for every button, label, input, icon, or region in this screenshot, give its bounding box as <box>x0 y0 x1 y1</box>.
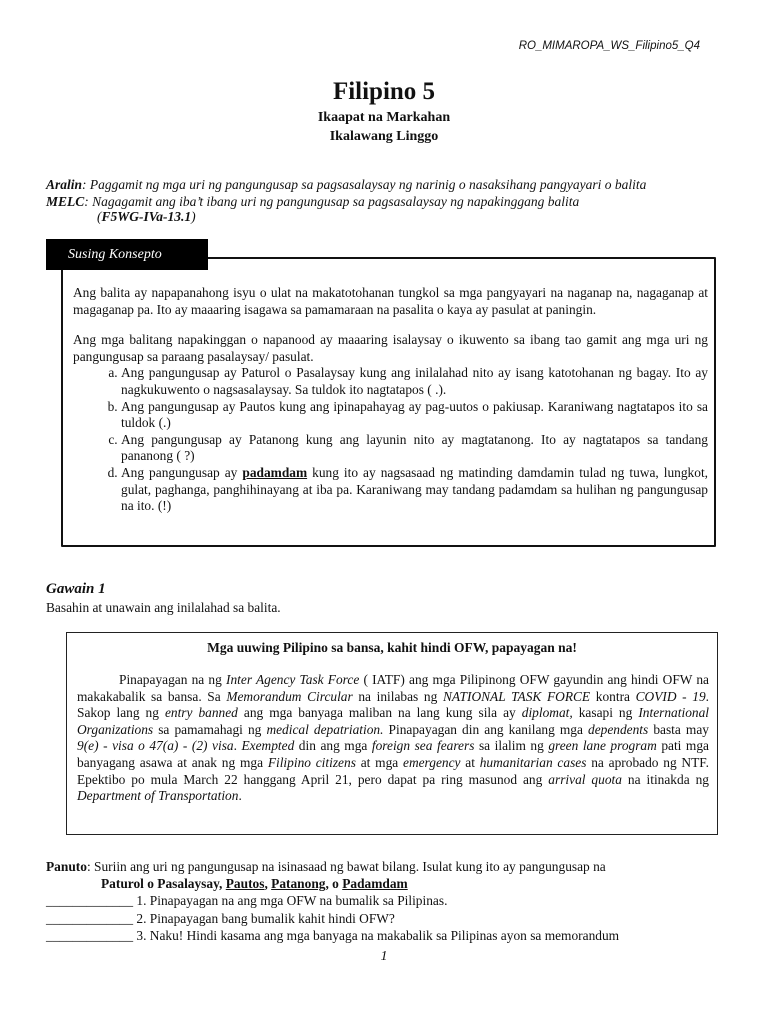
exercise-item[interactable]: _____________ 1. Pinapayagan na ang mga OFW na bumalik sa Pilipinas. <box>46 893 448 908</box>
exercise-item[interactable]: _____________ 3. Naku! Hindi kasama ang mga banyaga na makabalik sa Pilipinas ayon sa memorandum <box>46 928 620 944</box>
melc-code: (F5WG-IVa-13.1) <box>97 209 196 224</box>
concept-para-2: Ang mga balitang napakinggan o napanood ay maaaring isalaysay o ikuwento sa ibang tao gamit ang mga uri ng pangungusap sa paraang pasalaysay/ pasulat. <box>73 332 708 364</box>
panuto-text: : Suriin ang uri ng pangungusap na isinasaad ng bawat bilang. Isulat kung ito ay pangungusap na <box>86 859 606 874</box>
concept-text <box>73 285 708 515</box>
melc-text: : Nagagamit ang iba’t ibang uri ng pangungusap sa pagsasalaysay ng napakinggang balita <box>84 194 580 209</box>
exercise-item[interactable]: _____________ 2. Pinapayagan bang bumalik kahit hindi OFW? <box>46 910 395 926</box>
list-item: b. Ang pangungusap ay Pautos kung ang ipinapahayag ay pag-uutos o pakiusap. Karaniwang nagtatapos ito sa tuldok (.) <box>121 399 708 432</box>
week-subtitle: Ikalawang Linggo <box>329 129 439 144</box>
panuto-block <box>46 858 716 892</box>
gawain-instruction: Basahin at unawain ang inilalahad sa balita. <box>46 600 281 615</box>
aralin-text: : Paggamit ng mga uri ng pangungusap sa pagsasalaysay ng narinig o nasaksihang pangyayari o balita <box>82 177 647 192</box>
sentence-types-list <box>73 365 708 514</box>
quarter-subtitle: Ikaapat na Markahan <box>317 110 451 125</box>
aralin-label: Aralin <box>46 177 83 192</box>
exercise-items <box>46 892 619 945</box>
page-title: Filipino 5 <box>332 78 436 105</box>
document-code: RO_MIMAROPA_WS_Filipino5_Q4 <box>518 40 700 52</box>
list-item: a. Ang pangungusap ay Paturol o Pasalaysay kung ang inilalahad nito ay isang katotohanan ng bagay. Ito ay nagkukuwento o nagsasalaysay. Sa tuldok ito nagtatapos ( .). <box>121 365 708 398</box>
list-item: c. Ang pangungusap ay Patanong kung ang layunin nito ay magtatanong. Ito ay nagtatapos sa tandang pananong ( ?) <box>121 432 708 465</box>
panuto-label: Panuto <box>46 859 87 874</box>
news-headline: Mga uuwing Pilipino sa bansa, kahit hindi OFW, papayagan na! <box>207 640 577 655</box>
melc-label: MELC <box>46 194 85 209</box>
news-body: Pinapayagan na ng Inter Agency Task Force ( IATF) ang mga Pilipinong OFW gayundin ang hindi OFW na makakabalik sa bansa. Sa Memorandum Circular na inilabas ng NATIONAL TASK FORCE kontra COVID - 19. Sakop lang ng entry banned ang mga banyaga maliban na lang kung sila ay diplomat, kasapi ng International Organizations sa pamamahagi ng medical depatriation. Pinapayagan din ang kanilang mga dependents basta may 9(e) - visa o 47(a) - (2) visa. Exempted din ang mga foreign sea fearers sa ilalim ng green lane program pati mga banyagang asawa at anak ng mga Filipino citizens at mga emergency at humanitarian cases na aprobado ng NTF. Epektibo po mula March 22 hanggang April 21, pero dapat pa ring masunod ang arrival quota na itinakda ng Department of Transportation. <box>77 672 710 804</box>
panuto-choices: Paturol o Pasalaysay, Pautos, Patanong, o Padamdam <box>101 876 408 891</box>
gawain-title: Gawain 1 <box>46 581 106 597</box>
concept-tab: Susing Konsepto <box>46 239 208 270</box>
aralin-block <box>46 176 756 210</box>
list-item: d. Ang pangungusap ay padamdam kung ito ay nagsasaad ng matinding damdamin tulad ng tuwa, lungkot, gulat, paghanga, panghihinayang at iba pa. Karaniwang may tandang padamdam sa hulihan ng pangungusap na ito. (!) <box>121 465 708 515</box>
page-number: 1 <box>380 949 388 964</box>
concept-para-1: Ang balita ay napapanahong isyu o ulat na makatotohanan tungkol sa mga pangyayari na naganap na, nagaganap at magaganap pa. Ito ay maaaring isagawa sa pamamaraan na pasalita o kaya ay pasulat at paningin. <box>73 285 708 317</box>
